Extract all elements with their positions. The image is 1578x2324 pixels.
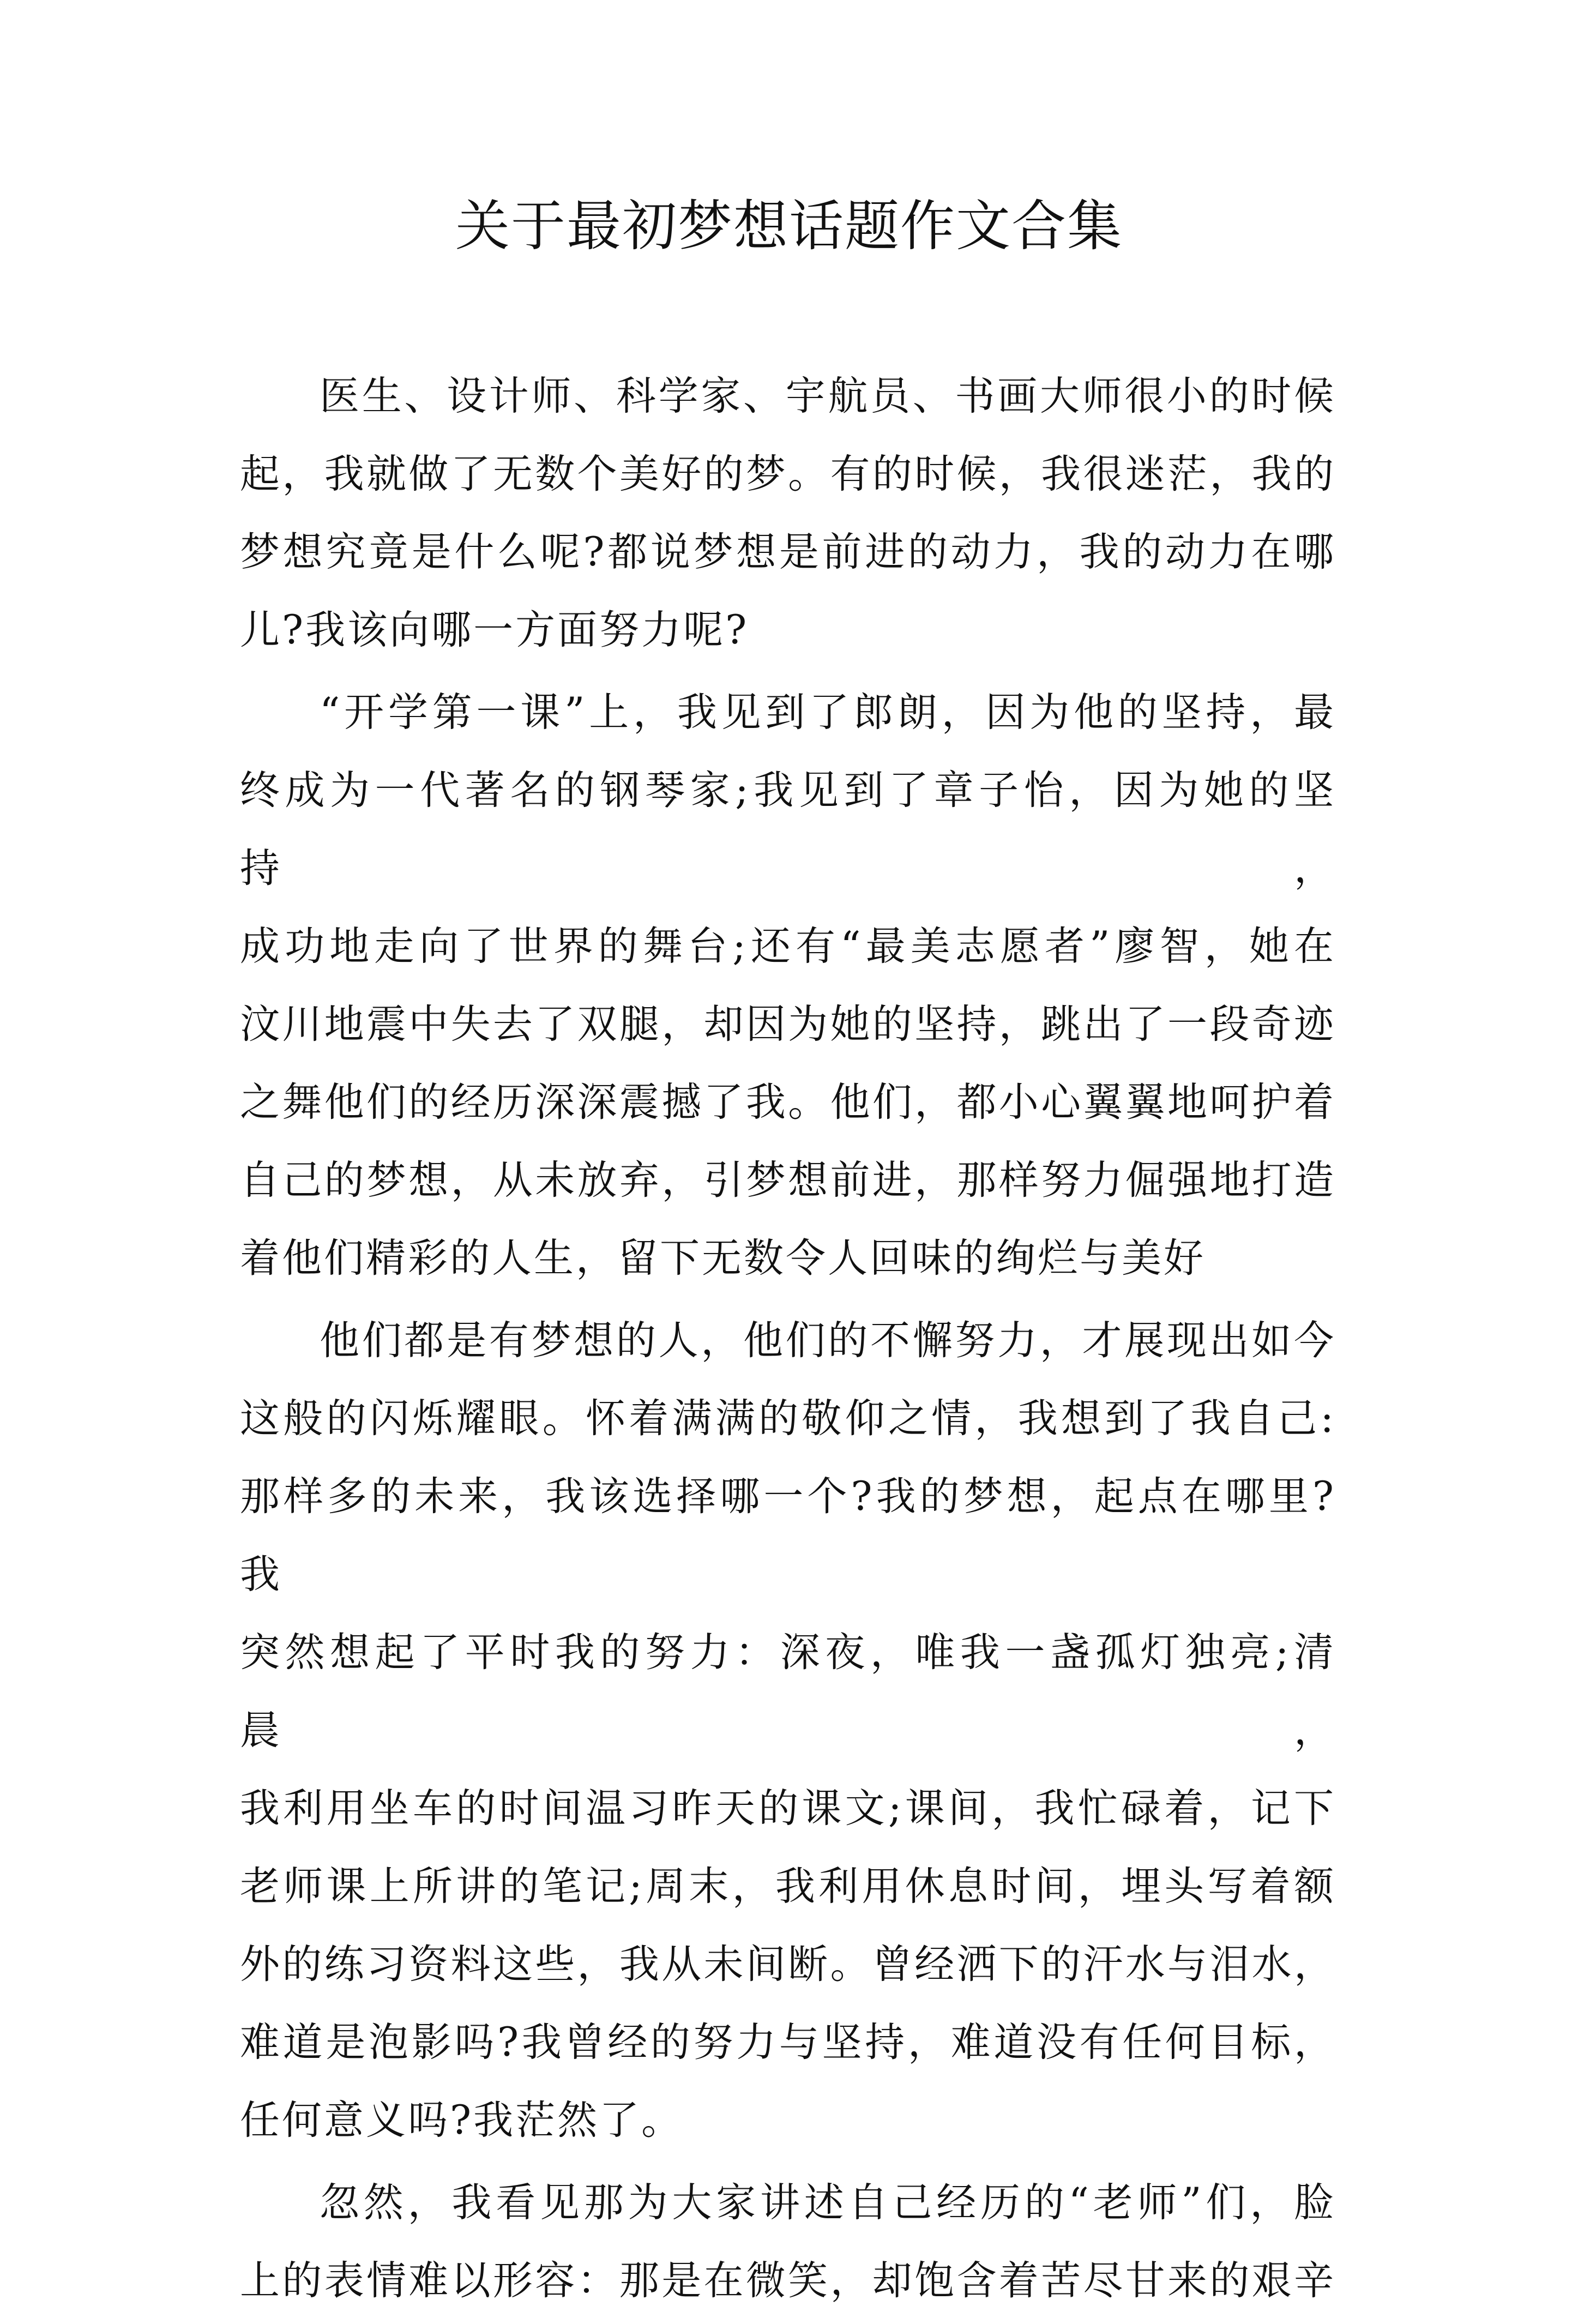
text-line: 突然想起了平时我的努力：深夜，唯我一盏孤灯独亮;清晨， <box>240 1629 1336 1754</box>
text-line: 终成为一代著名的钢琴家;我见到了章子怡，因为她的坚持， <box>240 767 1336 892</box>
text-line: 医生、设计师、科学家、宇航员、书画大师很小的时候 <box>320 373 1336 419</box>
text-line: 老师课上所讲的笔记;周末，我利用休息时间，埋头写着额 <box>240 1863 1336 1910</box>
text-line: 着他们精彩的人生，留下无数令人回味的绚烂与美好 <box>240 1235 1206 1281</box>
document-body <box>240 357 1336 2324</box>
paragraph <box>240 1302 1336 2159</box>
text-line: 成功地走向了世界的舞台;还有“最美志愿者”廖智，她在 <box>240 923 1336 970</box>
text-line: 汶川地震中失去了双腿，却因为她的坚持，跳出了一段奇迹 <box>240 1001 1336 1047</box>
text-line: 上的表情难以形容：那是在微笑，却饱含着苦尽甘来的艰辛 <box>240 2257 1336 2304</box>
paragraph <box>240 2164 1336 2320</box>
text-line: 他们都是有梦想的人，他们的不懈努力，才展现出如今 <box>320 1317 1336 1364</box>
text-line: 那样多的未来，我该选择哪一个?我的梦想，起点在哪里?我 <box>240 1473 1336 1598</box>
paragraph <box>240 673 1336 1297</box>
text-line: 我利用坐车的时间温习昨天的课文;课间，我忙碌着，记下 <box>240 1785 1336 1832</box>
text-line: “开学第一课”上，我见到了郎朗，因为他的坚持，最 <box>320 689 1336 736</box>
paragraph <box>240 357 1336 669</box>
text-line: 梦想究竟是什么呢?都说梦想是前进的动力，我的动力在哪 <box>240 529 1336 575</box>
text-line: 起，我就做了无数个美好的梦。有的时候，我很迷茫，我的 <box>240 451 1336 497</box>
text-line: 任何意义吗?我茫然了。 <box>240 2097 684 2144</box>
text-line: 忽然，我看见那为大家讲述自己经历的“老师”们，脸 <box>320 2179 1336 2226</box>
text-line: 之舞他们的经历深深震撼了我。他们，都小心翼翼地呵护着 <box>240 1079 1336 1125</box>
text-line: 儿?我该向哪一方面努力呢? <box>240 607 749 653</box>
text-line: 难道是泡影吗?我曾经的努力与坚持，难道没有任何目标， <box>240 2019 1336 2066</box>
text-line: 外的练习资料这些，我从未间断。曾经洒下的汗水与泪水， <box>240 1941 1336 1988</box>
document-title: 关于最初梦想话题作文合集 <box>455 194 1123 258</box>
text-line: 自己的梦想，从未放弃，引梦想前进，那样努力倔强地打造 <box>240 1157 1336 1203</box>
text-line: 这般的闪烁耀眼。怀着满满的敬仰之情，我想到了我自己: <box>240 1395 1336 1442</box>
